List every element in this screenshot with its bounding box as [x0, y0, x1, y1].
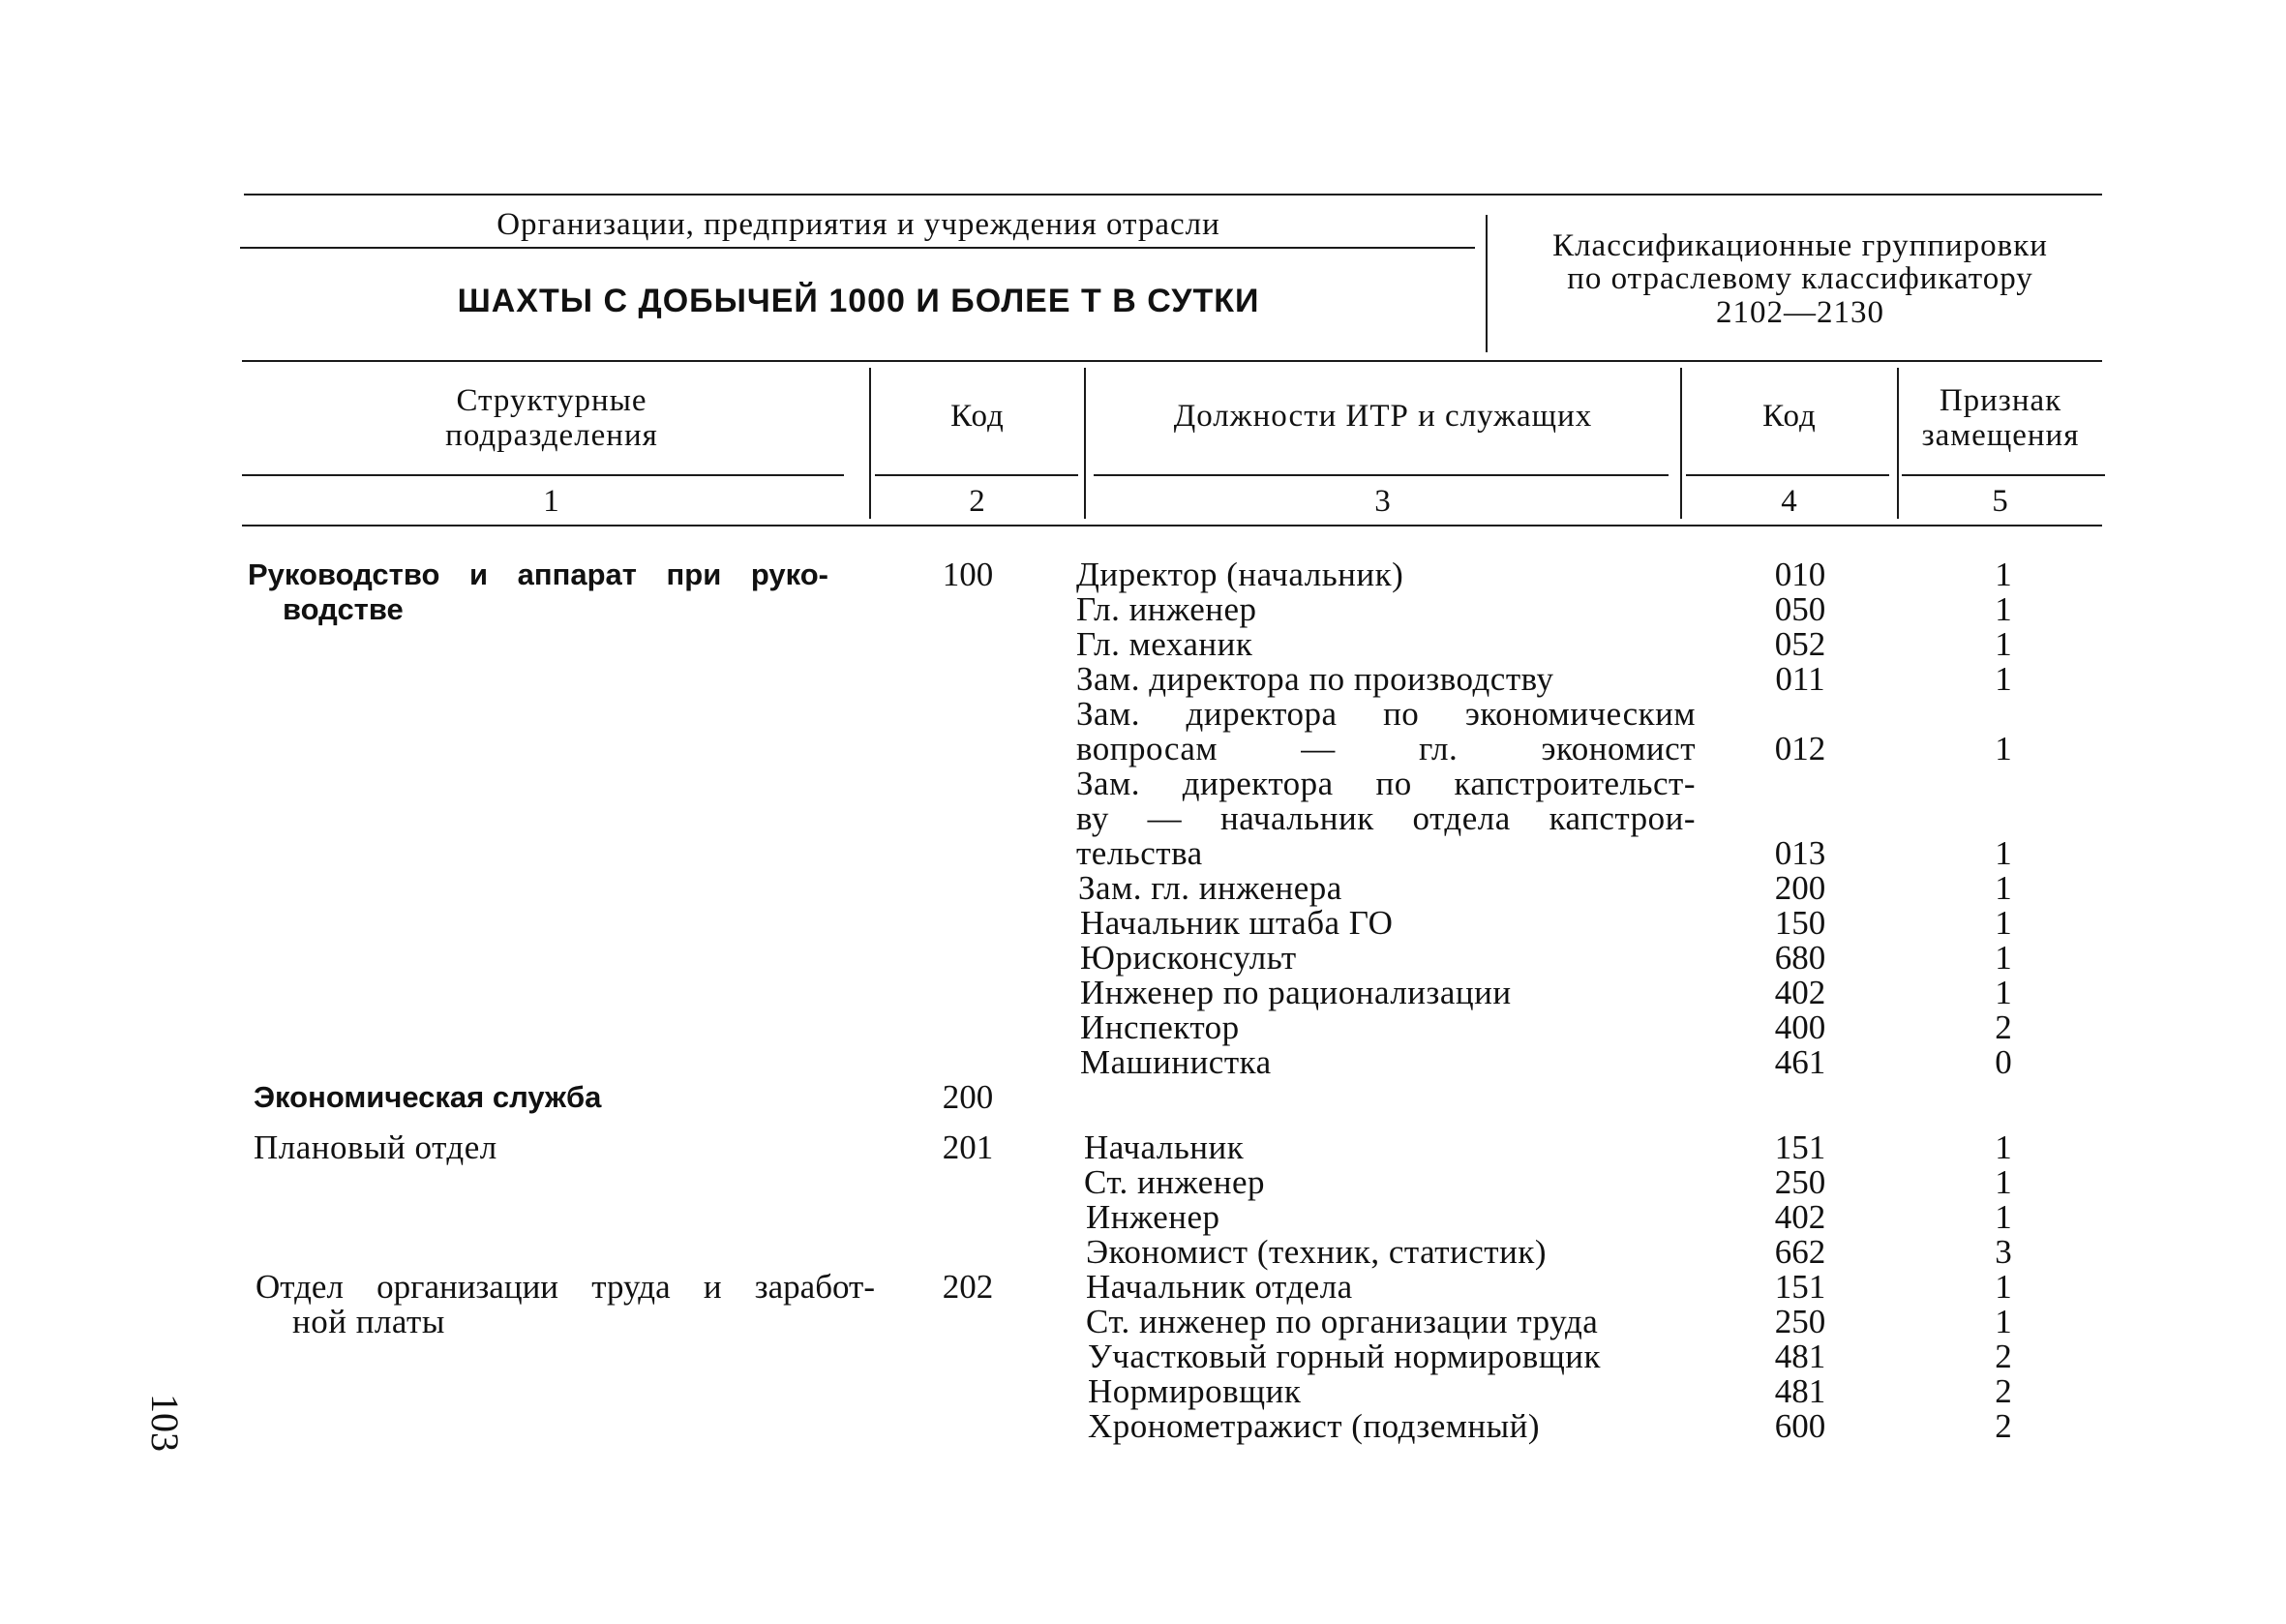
position-title: вопросам — гл. экономист — [1076, 730, 1696, 767]
position-sign: 1 — [1995, 1198, 2012, 1236]
position-title: тельства — [1076, 834, 1203, 872]
unit-name: Плановый отдел — [254, 1128, 497, 1166]
col3-header: Должности ИТР и служащих — [1173, 399, 1593, 434]
unit-code: 201 — [942, 1128, 994, 1166]
unit-name: Отдел организации труда и заработ- — [256, 1268, 875, 1306]
position-title: Участковый горный нормировщик — [1088, 1338, 1601, 1375]
col-header-mid-rule-1 — [242, 474, 844, 476]
position-code: 250 — [1774, 1303, 1826, 1340]
position-sign: 1 — [1995, 660, 2012, 698]
position-sign: 1 — [1995, 869, 2012, 907]
position-sign: 1 — [1995, 1128, 2012, 1166]
col-header-mid-rule-5 — [1902, 474, 2105, 476]
classif-line2: по отраслевому классификатору — [1567, 261, 2033, 296]
position-title: Хронометражист (подземный) — [1088, 1407, 1541, 1445]
position-sign: 2 — [1995, 1338, 2012, 1375]
col5-header-line2: замещения — [1921, 418, 2080, 453]
position-sign: 1 — [1995, 730, 2012, 767]
unit-code: 200 — [942, 1078, 994, 1116]
org-label-rule — [240, 247, 1475, 249]
header-divider — [1486, 215, 1488, 352]
position-title: Экономист (техник, статистик) — [1086, 1233, 1547, 1271]
position-title: Начальник штаба ГО — [1080, 904, 1394, 942]
position-title: Инспектор — [1080, 1008, 1240, 1046]
position-code: 050 — [1774, 590, 1826, 628]
col-header-mid-rule-4 — [1686, 474, 1889, 476]
org-label: Организации, предприятия и учреждения отрасли — [496, 207, 1220, 242]
position-title: Машинистка — [1080, 1043, 1272, 1081]
col5-header-line1: Признак — [1939, 383, 2062, 418]
col-header-mid-rule-3 — [1094, 474, 1669, 476]
top-rule — [244, 194, 2102, 195]
position-sign: 2 — [1995, 1008, 2012, 1046]
position-code: 200 — [1774, 869, 1826, 907]
position-sign: 1 — [1995, 1163, 2012, 1201]
position-sign: 2 — [1995, 1372, 2012, 1410]
position-title: Начальник — [1084, 1128, 1245, 1166]
unit-name: Экономическая служба — [254, 1080, 602, 1114]
col1-header-line2: подразделения — [445, 418, 658, 453]
col4-header: Код — [1762, 399, 1817, 434]
col-header-mid-rule-2 — [875, 474, 1078, 476]
col-header-bottom-rule — [242, 525, 2102, 526]
position-sign: 1 — [1995, 834, 2012, 872]
position-title: Зам. гл. инженера — [1078, 869, 1342, 907]
position-code: 402 — [1774, 974, 1826, 1011]
position-sign: 1 — [1995, 974, 2012, 1011]
position-title: Гл. механик — [1076, 625, 1253, 663]
col2-number: 2 — [969, 484, 986, 519]
col3-number: 3 — [1374, 484, 1392, 519]
position-title: Нормировщик — [1088, 1372, 1302, 1410]
position-title: Гл. инженер — [1076, 590, 1257, 628]
position-title: Зам. директора по производству — [1076, 660, 1554, 698]
position-title: ву — начальник отдела капстрои- — [1076, 799, 1696, 837]
position-code: 250 — [1774, 1163, 1826, 1201]
position-code: 151 — [1774, 1268, 1826, 1306]
position-title: Директор (начальник) — [1076, 556, 1404, 593]
unit-code: 100 — [942, 556, 994, 593]
position-code: 600 — [1774, 1407, 1826, 1445]
position-code: 662 — [1774, 1233, 1826, 1271]
classif-line3: 2102—2130 — [1716, 295, 1884, 330]
position-title: Ст. инженер по организации труда — [1086, 1303, 1599, 1340]
position-sign: 1 — [1995, 590, 2012, 628]
col-header-top-rule — [242, 360, 2102, 362]
position-code: 012 — [1774, 730, 1826, 767]
col5-number: 5 — [1992, 484, 2009, 519]
page-number: 103 — [143, 1394, 187, 1452]
position-sign: 1 — [1995, 625, 2012, 663]
position-sign: 1 — [1995, 1303, 2012, 1340]
position-code: 150 — [1774, 904, 1826, 942]
unit-name-cont: ной платы — [292, 1303, 445, 1340]
position-title: Инженер по рационализации — [1080, 974, 1512, 1011]
position-sign: 0 — [1995, 1043, 2012, 1081]
position-code: 481 — [1774, 1372, 1826, 1410]
col4-number: 4 — [1781, 484, 1798, 519]
position-sign: 1 — [1995, 939, 2012, 977]
position-code: 402 — [1774, 1198, 1826, 1236]
unit-name-cont: водстве — [283, 592, 404, 626]
position-code: 461 — [1774, 1043, 1826, 1081]
position-sign: 2 — [1995, 1407, 2012, 1445]
position-title: Зам. директора по капстроительст- — [1076, 765, 1696, 802]
position-sign: 1 — [1995, 556, 2012, 593]
position-code: 680 — [1774, 939, 1826, 977]
position-sign: 3 — [1995, 1233, 2012, 1271]
position-title: Начальник отдела — [1086, 1268, 1353, 1306]
position-code: 010 — [1774, 556, 1826, 593]
col1-header-line1: Структурные — [456, 383, 647, 418]
unit-name: Руководство и аппарат при руко- — [248, 557, 828, 591]
col1-number: 1 — [543, 484, 560, 519]
unit-code: 202 — [942, 1268, 994, 1306]
position-sign: 1 — [1995, 904, 2012, 942]
position-title: Ст. инженер — [1084, 1163, 1266, 1201]
position-sign: 1 — [1995, 1268, 2012, 1306]
position-code: 400 — [1774, 1008, 1826, 1046]
position-code: 481 — [1774, 1338, 1826, 1375]
position-code: 052 — [1774, 625, 1826, 663]
position-code: 011 — [1775, 660, 1825, 698]
position-title: Инженер — [1086, 1198, 1220, 1236]
classif-line1: Классификационные группировки — [1552, 228, 2048, 263]
org-title: ШАХТЫ С ДОБЫЧЕЙ 1000 И БОЛЕЕ Т В СУТКИ — [457, 283, 1260, 319]
position-title: Зам. директора по экономическим — [1076, 695, 1696, 733]
position-title: Юрисконсульт — [1080, 939, 1297, 977]
position-code: 151 — [1774, 1128, 1826, 1166]
position-code: 013 — [1774, 834, 1826, 872]
col2-header: Код — [950, 399, 1005, 434]
